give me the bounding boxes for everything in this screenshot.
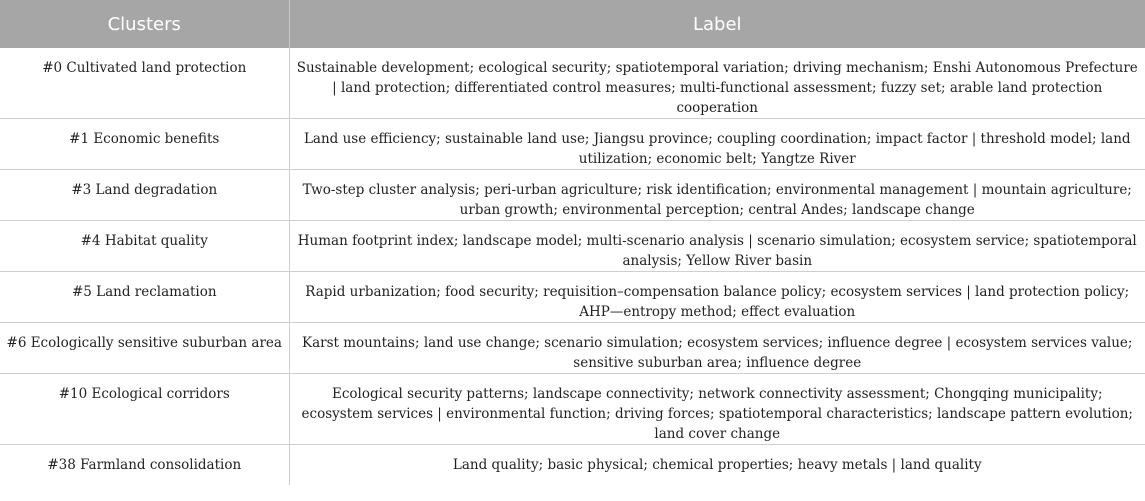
table-row — [0, 170, 1145, 221]
header-row — [0, 0, 1145, 48]
header-clusters: Clusters — [0, 0, 289, 48]
label-cell: Ecological security patterns; landscape connectivity; network connectivity assessment; Chongqing municipality; ecosystem services | environmental function; driving forces; spatiotemporal characteristics; landscape pattern evolution; land cover change — [289, 374, 1145, 445]
label-cell: Land use efficiency; sustainable land use; Jiangsu province; coupling coordination; impact factor | threshold model; land utilization; economic belt; Yangtze River — [289, 119, 1145, 170]
table-body — [0, 48, 1145, 485]
cluster-cell: #10 Ecological corridors — [0, 374, 289, 445]
cluster-cell: #1 Economic benefits — [0, 119, 289, 170]
label-cell: Human footprint index; landscape model; multi-scenario analysis | scenario simulation; ecosystem service; spatiotemporal analysis; Yellow River basin — [289, 221, 1145, 272]
table-header — [0, 0, 1145, 48]
table-row — [0, 48, 1145, 119]
cluster-cell: #0 Cultivated land protection — [0, 48, 289, 119]
table-row — [0, 272, 1145, 323]
table-row — [0, 119, 1145, 170]
label-cell: Sustainable development; ecological security; spatiotemporal variation; driving mechanism; Enshi Autonomous Prefecture | land protection; differentiated control measures; multi-functional assessment; fuzzy set; arable land protection cooperation — [289, 48, 1145, 119]
label-cell: Rapid urbanization; food security; requisition–compensation balance policy; ecosystem services | land protection policy; AHP—entropy method; effect evaluation — [289, 272, 1145, 323]
cluster-cell: #5 Land reclamation — [0, 272, 289, 323]
table-row — [0, 221, 1145, 272]
header-label: Label — [289, 0, 1145, 48]
cluster-cell: #6 Ecologically sensitive suburban area — [0, 323, 289, 374]
cluster-cell: #38 Farmland consolidation — [47, 457, 242, 473]
label-cell: Two-step cluster analysis; peri-urban agriculture; risk identification; environmental management | mountain agriculture; urban growth; environmental perception; central Andes; landscape change — [289, 170, 1145, 221]
cluster-cell: #3 Land degradation — [0, 170, 289, 221]
table-row — [0, 445, 1145, 485]
table-row — [0, 323, 1145, 374]
table-row — [0, 374, 1145, 445]
label-cell: Karst mountains; land use change; scenario simulation; ecosystem services; influence degree | ecosystem services value; sensitive suburban area; influence degree — [289, 323, 1145, 374]
label-cell: Land quality; basic physical; chemical properties; heavy metals | land quality — [289, 445, 1145, 485]
cluster-cell: #4 Habitat quality — [0, 221, 289, 272]
